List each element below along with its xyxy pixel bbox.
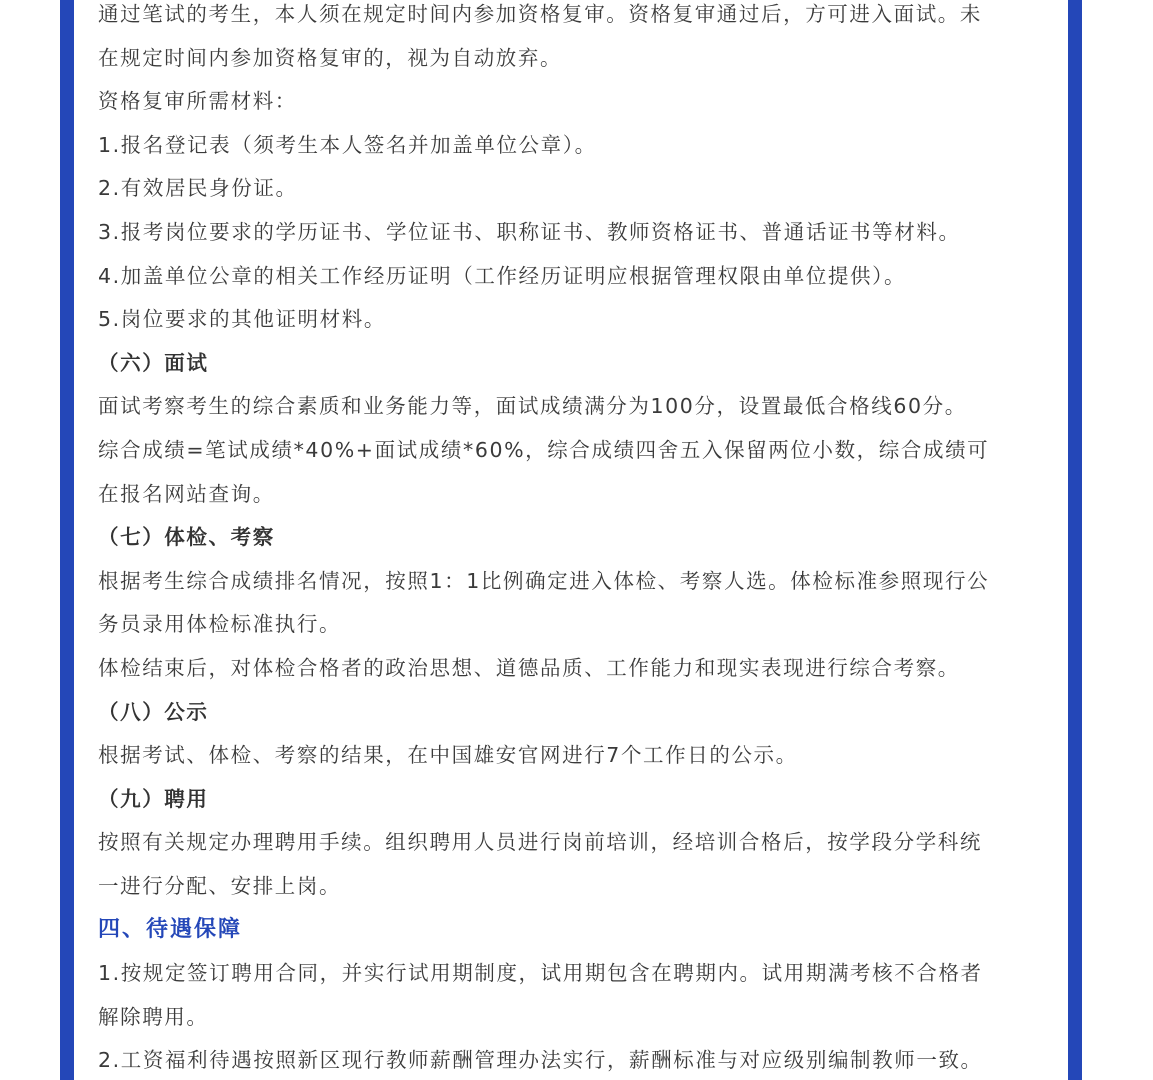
- paragraph-line: 根据考试、体检、考察的结果，在中国雄安官网进行7个工作日的公示。: [98, 743, 798, 768]
- paragraph-line: 通过笔试的考生，本人须在规定时间内参加资格复审。资格复审通过后，方可进入面试。未: [98, 2, 982, 26]
- paragraph-line: 在规定时间内参加资格复审的，视为自动放弃。: [98, 45, 563, 70]
- paragraph-line: 务员录用体检标准执行。: [98, 612, 342, 637]
- subsection-heading: （七）体检、考察: [98, 525, 275, 550]
- paragraph-line: 在报名网站查询。: [98, 481, 275, 506]
- paragraph-line: 解除聘用。: [98, 1004, 209, 1029]
- subsection-heading: （八）公示: [98, 699, 209, 724]
- article-content: [98, 0, 1048, 1080]
- paragraph-line: 2.工资福利待遇按照新区现行教师薪酬管理办法实行，薪酬标准与对应级别编制教师一致。: [98, 1048, 983, 1073]
- article-frame: [60, 0, 1082, 1080]
- section-heading: 四、待遇保障: [98, 917, 243, 943]
- paragraph-line: 按照有关规定办理聘用手续。组织聘用人员进行岗前培训，经培训合格后，按学段分学科统: [98, 830, 982, 855]
- paragraph-line: 一进行分配、安排上岗。: [98, 873, 342, 898]
- paragraph-line: 1.按规定签订聘用合同，并实行试用期制度，试用期包含在聘期内。试用期满考核不合格者: [98, 961, 983, 986]
- paragraph-line: 面试考察考生的综合素质和业务能力等，面试成绩满分为100分，设置最低合格线60分。: [98, 394, 967, 419]
- subsection-heading: （九）聘用: [98, 786, 209, 811]
- paragraph-line: 体检结束后，对体检合格者的政治思想、道德品质、工作能力和现实表现进行综合考察。: [98, 655, 960, 680]
- paragraph-line: 4.加盖单位公章的相关工作经历证明（工作经历证明应根据管理权限由单位提供）。: [98, 263, 907, 288]
- subsection-heading: （六）面试: [98, 350, 209, 375]
- paragraph-line: 1.报名登记表（须考生本人签名并加盖单位公章）。: [98, 132, 597, 157]
- article-panel: [74, 0, 1068, 1080]
- paragraph-line: 2.有效居民身份证。: [98, 176, 298, 201]
- paragraph-line: 3.报考岗位要求的学历证书、学位证书、职称证书、教师资格证书、普通话证书等材料。: [98, 219, 961, 244]
- paragraph-line: 根据考生综合成绩排名情况，按照1：1比例确定进入体检、考察人选。体检标准参照现行公: [98, 568, 990, 593]
- paragraph-line: 5.岗位要求的其他证明材料。: [98, 307, 386, 332]
- paragraph-line: 综合成绩=笔试成绩*40%+面试成绩*60%，综合成绩四舍五入保留两位小数，综合成绩可: [98, 437, 990, 462]
- paragraph-line: 资格复审所需材料：: [98, 89, 297, 114]
